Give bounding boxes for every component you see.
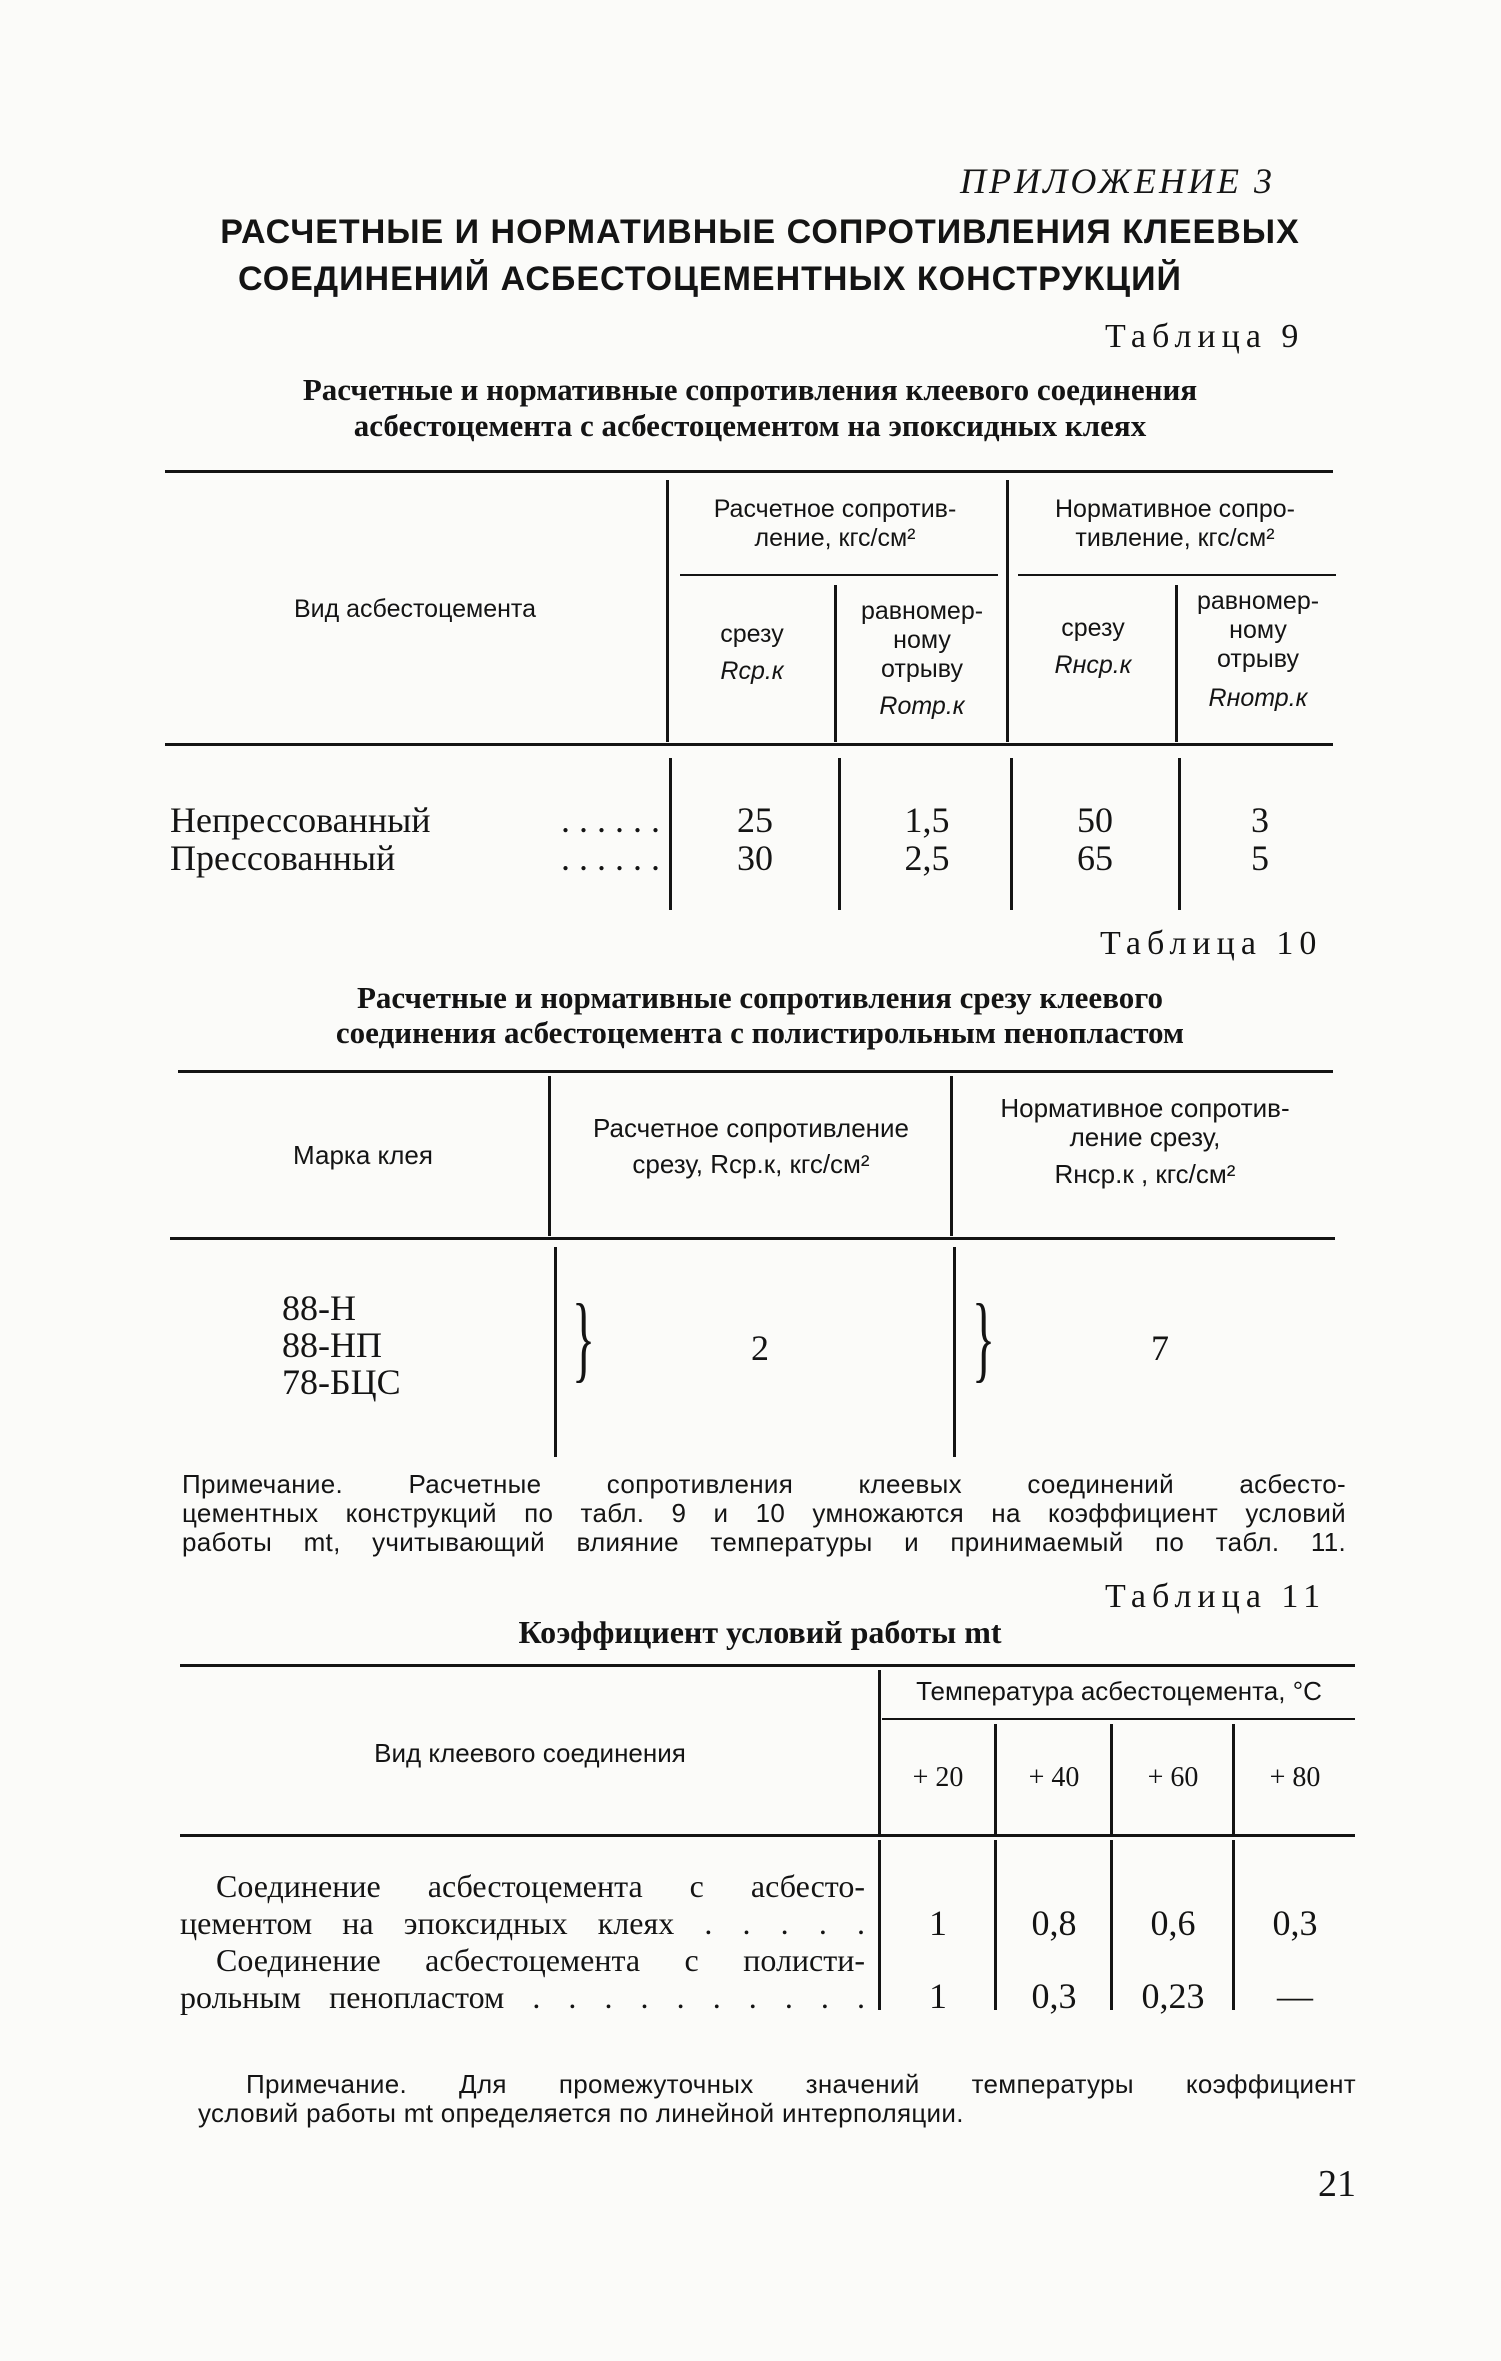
- table11-row-2-line-2: рольным пенопластом . . . . . . . . . .: [180, 1979, 865, 2015]
- table10-normative-value: 7: [1151, 1328, 1169, 1368]
- note-1: [182, 1470, 1346, 1557]
- table9-sub-design-shear: [670, 620, 834, 686]
- table10-col-design: [552, 1110, 950, 1182]
- table9-sym-r-shear: Rср.к: [720, 657, 784, 685]
- table11-cell: 0,3: [1031, 1976, 1077, 2016]
- table11-divider: [994, 1840, 997, 2010]
- table11-cell: 1: [929, 1976, 947, 2016]
- table9-cell: 2,5: [904, 838, 950, 878]
- table11-caption: Коэффициент условий работы mt: [518, 1614, 1002, 1650]
- note-1-line: цементных конструкций по табл. 9 и 10 умножаются на коэффициент условий: [182, 1498, 1346, 1528]
- table9-cell: 1,5: [904, 800, 950, 840]
- table9-sub-tear-line-3: отрыву: [881, 655, 963, 683]
- table10-caption-line-1: Расчетные и нормативные сопротивления срезу клеевого: [356, 980, 1164, 1015]
- table11-cell: 0,6: [1150, 1903, 1196, 1943]
- table9-sym-r-tear: Rотр.к: [879, 692, 965, 720]
- table9-sub-tear-line-2: ному: [1229, 616, 1287, 644]
- table11-row-1-label: [180, 1868, 865, 1942]
- table9-row: [170, 802, 660, 839]
- table11-divider: [1110, 1840, 1113, 2010]
- table11-cell: —: [1277, 1976, 1313, 2016]
- table11-temp-header: + 40: [1028, 1762, 1080, 1793]
- table9-sub-tear-line-1: равномер-: [860, 597, 984, 625]
- table11-row-1-line-2: цементом на эпоксидных клеях . . . . .: [180, 1905, 865, 1941]
- table10-brand-list: [282, 1290, 401, 1401]
- table9-label: Таблица 9: [1105, 318, 1305, 355]
- table10-col-normative-line-1: Нормативное сопротив-: [1000, 1093, 1290, 1123]
- table11-divider: [1110, 1724, 1113, 1834]
- table9-sub-tear-line-2: ному: [893, 626, 951, 654]
- table9-cell: 25: [737, 800, 773, 840]
- table11-cell: 0,3: [1272, 1903, 1318, 1943]
- table10-col-normative-line-3: Rнср.к , кгс/см²: [1054, 1159, 1236, 1189]
- table10-caption-line-2: соединения асбестоцемента с полистирольным пенопластом: [335, 1015, 1185, 1050]
- table9-sub-design-tear: [838, 597, 1006, 721]
- table11-temp-header: + 80: [1269, 1762, 1321, 1793]
- table9-sub-shear-label: срезу: [1061, 614, 1125, 642]
- table11-cell: 1: [929, 1903, 947, 1943]
- table10-design-value: 2: [751, 1328, 769, 1368]
- table10-col-design-line-2: срезу, Rср.к, кгс/см²: [632, 1149, 870, 1179]
- table9-sub-normative-tear: [1178, 587, 1338, 713]
- table9-divider: [669, 758, 672, 910]
- table11-temp-header: + 60: [1147, 1762, 1199, 1793]
- table9-cell: 3: [1251, 800, 1269, 840]
- page-title-line-2: СОЕДИНЕНИЙ АСБЕСТОЦЕМЕНТНЫХ КОНСТРУКЦИЙ: [238, 260, 1182, 298]
- table9-group-design-line-1: Расчетное сопротив-: [713, 495, 957, 523]
- table9-caption-line-1: Расчетные и нормативные сопротивления клеевого соединения: [302, 372, 1198, 407]
- table9-row-name: Прессованный: [170, 838, 396, 878]
- table9-group-rule-2: [1018, 574, 1336, 576]
- table9-group-design-line-2: ление, кгс/см²: [754, 524, 916, 552]
- page-number: 21: [1318, 2163, 1356, 2205]
- table9-row-name: Непрессованный: [170, 800, 431, 840]
- appendix-label: ПРИЛОЖЕНИЕ 3: [960, 161, 1275, 201]
- table10-top-rule: [178, 1070, 1333, 1073]
- table10-col-brand: Марка клея: [293, 1140, 433, 1170]
- table11-cell: 0,8: [1031, 1903, 1077, 1943]
- table9-group-normative-line-2: тивление, кгс/см²: [1075, 524, 1275, 552]
- table11-row-1-line-1: Соединение асбестоцемента с асбесто-: [216, 1868, 865, 1904]
- table9-col-type: Вид асбестоцемента: [293, 595, 536, 623]
- table11-row-2-line-1: Соединение асбестоцемента с полисти-: [216, 1942, 865, 1978]
- table11-top-rule: [180, 1664, 1355, 1667]
- table11-col-temperature: Температура асбестоцемента, °С: [916, 1676, 1322, 1706]
- table9-header-bottom-rule: [165, 743, 1333, 746]
- table9-sub-tear-line-3: отрыву: [1217, 645, 1299, 673]
- table10-col-normative: [955, 1094, 1335, 1189]
- table11-row-2-label: [180, 1942, 865, 2016]
- table9-divider: [666, 480, 669, 742]
- note-2-line: условий работы mt определяется по линейной интерполяции.: [198, 2098, 964, 2128]
- note-2: [198, 2070, 1356, 2128]
- table9-caption-line-2: асбестоцемента с асбестоцементом на эпоксидных клеях: [353, 408, 1147, 443]
- table10-divider: [554, 1247, 557, 1457]
- table9-cell: 65: [1077, 838, 1113, 878]
- table9-divider: [1010, 758, 1013, 910]
- table11-label: Таблица 11: [1105, 1578, 1327, 1615]
- table11-temp-header: + 20: [912, 1762, 964, 1793]
- table11-col-type: Вид клеевого соединения: [374, 1738, 686, 1768]
- page-title-line-1: РАСЧЕТНЫЕ И НОРМАТИВНЫЕ СОПРОТИВЛЕНИЯ КЛЕЕВЫХ: [220, 213, 1300, 251]
- note-2-line: Примечание. Для промежуточных значений температуры коэффициент: [246, 2069, 1356, 2099]
- table10-header-bottom-rule: [170, 1237, 1335, 1240]
- table11-cell: 0,23: [1141, 1976, 1205, 2016]
- table10-divider: [950, 1076, 953, 1236]
- table10-brand: 88-НП: [282, 1325, 382, 1365]
- table9-divider: [1006, 480, 1009, 742]
- table9-row-leader: . . . . . .: [561, 838, 660, 878]
- table9-sym-rn-tear: Rнотр.к: [1208, 684, 1308, 712]
- table9-divider: [834, 585, 837, 742]
- table9-sub-normative-shear: [1010, 614, 1176, 680]
- table11-header-bottom-rule: [180, 1834, 1355, 1837]
- table10-brand: 78-БЦС: [282, 1362, 401, 1402]
- table9-group-normative: [1010, 495, 1340, 553]
- table9-group-rule-1: [680, 574, 998, 576]
- table9-top-rule: [165, 470, 1333, 473]
- table10-col-normative-line-2: ление срезу,: [1069, 1122, 1221, 1152]
- table10-label: Таблица 10: [1100, 925, 1323, 962]
- table10-divider: [953, 1247, 956, 1457]
- table10-brace-normative: }: [972, 1284, 996, 1391]
- table11-divider: [878, 1840, 881, 2010]
- table10-brace-design: }: [572, 1284, 596, 1391]
- table11-divider: [1232, 1724, 1235, 1834]
- table9-group-design: [670, 495, 1000, 553]
- table10-col-design-line-1: Расчетное сопротивление: [593, 1113, 909, 1143]
- table9-group-normative-line-1: Нормативное сопро-: [1054, 495, 1295, 523]
- table9-divider: [838, 758, 841, 910]
- table10-divider: [548, 1076, 551, 1236]
- note-1-line: Примечание. Расчетные сопротивления клеевых соединений асбесто-: [182, 1469, 1346, 1499]
- table11-divider: [994, 1724, 997, 1834]
- table11-temp-rule: [882, 1718, 1355, 1720]
- table9-sub-tear-line-1: равномер-: [1196, 587, 1320, 615]
- table9-row: [170, 840, 660, 877]
- table10-brand: 88-Н: [282, 1288, 356, 1328]
- table11-divider: [1232, 1840, 1235, 2010]
- table9-cell: 50: [1077, 800, 1113, 840]
- table9-cell: 30: [737, 838, 773, 878]
- table9-cell: 5: [1251, 838, 1269, 878]
- table9-divider: [1178, 758, 1181, 910]
- table9-sub-shear-label: срезу: [720, 620, 784, 648]
- table9-row-leader: . . . . . .: [561, 800, 660, 840]
- note-1-line: работы mt, учитывающий влияние температуры и принимаемый по табл. 11.: [182, 1527, 1346, 1557]
- table9-sym-rn-shear: Rнср.к: [1054, 651, 1132, 679]
